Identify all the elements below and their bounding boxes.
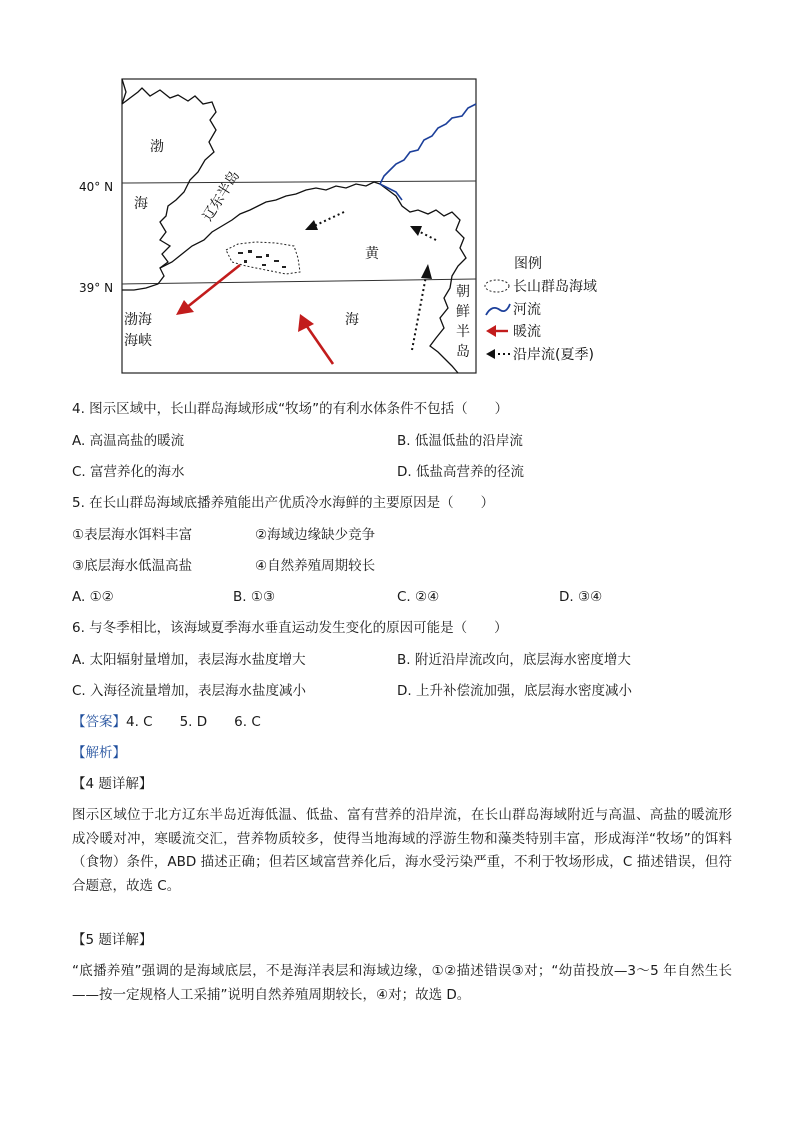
q6-option-b: B. 附近沿岸流改向，底层海水密度增大 — [397, 652, 631, 668]
q4-option-c: C. 富营养化的海水 — [72, 464, 185, 480]
label-bohai: 渤 — [150, 139, 164, 155]
q4-option-a: A. 高温高盐的暖流 — [72, 433, 185, 449]
q6-option-d: D. 上升补偿流加强，底层海水密度减小 — [397, 683, 632, 699]
q5-item-2: ②海域边缘缺少竞争 — [255, 527, 376, 543]
legend-title: 图例 — [514, 256, 542, 272]
analysis-label: 【解析】 — [72, 745, 126, 761]
label-korea-4: 岛 — [456, 344, 470, 360]
svg-text:河流: 河流 — [513, 302, 541, 318]
legend-item-coastal — [486, 346, 594, 363]
liaodong-coastline — [122, 88, 216, 290]
detail-4-body: 图示区域位于北方辽东半岛近海低温、低盐、富有营养的沿岸流，在长山群岛海域附近与高温、高盐的暖流形成冷暖对冲，寒暖流交汇，营养物质较多，使得当地海域的浮游生物和藻类特别丰富，形成海洋“牧场”的饵料（食物）条件，ABD 描述正确；但若区域富营养化后，海水受污染严重，不利于牧场形成，C 描述错误，但符合题意，故选 C。 — [72, 807, 732, 894]
legend-item-warm — [486, 323, 541, 340]
q4-option-d: D. 低盐高营养的径流 — [397, 464, 524, 480]
label-korea-3: 半 — [456, 324, 470, 340]
coastal-current-arrow-3 — [412, 264, 432, 350]
label-hai2: 海 — [345, 312, 359, 328]
detail-5-title: 【5 题详解】 — [72, 932, 153, 948]
q5-item-1: ①表层海水饵料丰富 — [72, 527, 193, 543]
q5-option-d: D. ③④ — [559, 589, 603, 605]
q5-stem: 5. 在长山群岛海域底播养殖能出产优质冷水海鲜的主要原因是（ ） — [72, 495, 495, 511]
dotted-area-icon — [485, 280, 509, 292]
q4-option-b: B. 低温低盐的沿岸流 — [397, 433, 523, 449]
label-korea-2: 鲜 — [456, 304, 470, 320]
label-lat40: 40° N — [79, 180, 114, 194]
coastal-current-arrow-2 — [410, 226, 436, 240]
q5-option-b: B. ①③ — [233, 589, 276, 605]
river-icon — [486, 304, 510, 315]
label-hai: 海 — [134, 196, 148, 212]
svg-text:暖流: 暖流 — [513, 324, 541, 340]
label-strait-2: 海峡 — [124, 333, 152, 349]
warm-current-arrow-north — [298, 314, 333, 364]
warm-current-arrow-west — [176, 265, 240, 315]
q6-stem: 6. 与冬季相比，该海域夏季海水垂直运动发生变化的原因可能是（ ） — [72, 620, 508, 636]
answer-label: 【答案】 — [72, 714, 126, 730]
label-korea-1: 朝 — [456, 284, 470, 300]
yalu-river — [380, 104, 476, 200]
q5-option-a: A. ①② — [72, 589, 114, 605]
latitude-40-line — [122, 181, 476, 183]
q5-option-c: C. ②④ — [397, 589, 440, 605]
q6-option-a: A. 太阳辐射量增加，表层海水盐度增大 — [72, 652, 306, 668]
map-figure — [0, 0, 794, 395]
legend-item-river — [486, 301, 541, 318]
q6-option-c: C. 入海径流量增加，表层海水盐度减小 — [72, 683, 307, 699]
svg-text:长山群岛海域: 长山群岛海域 — [513, 279, 597, 295]
label-strait-1: 渤海 — [124, 312, 152, 328]
q4-stem: 4. 图示区域中，长山群岛海域形成“牧场”的有利水体条件不包括（ ） — [72, 401, 509, 417]
q5-item-4: ④自然养殖周期较长 — [255, 558, 376, 574]
liaodong-east-coastline — [160, 182, 380, 268]
answer-line — [72, 712, 261, 732]
coastal-current-arrow-1 — [305, 212, 344, 230]
changshan-sea-area — [226, 242, 300, 274]
legend-item-area — [485, 279, 597, 295]
latitude-39-line — [122, 279, 476, 284]
detail-4-title: 【4 题详解】 — [72, 776, 153, 792]
q5-item-3: ③底层海水低温高盐 — [72, 558, 193, 574]
label-lat39: 39° N — [79, 281, 114, 295]
label-huang: 黄 — [365, 246, 379, 262]
svg-text:沿岸流(夏季): 沿岸流(夏季) — [513, 347, 594, 363]
korea-coastline — [380, 184, 466, 373]
answer-text: 4. C 5. D 6. C — [126, 714, 261, 730]
detail-5-body: “底播养殖”强调的是海域底层，不是海洋表层和海域边缘，①②描述错误③对；“幼苗投放—3～5 年自然生长——按一定规格人工采捕”说明自然养殖周期较长，④对；故选 D。 — [72, 963, 732, 1003]
label-liaodong: 辽东半岛 — [199, 168, 244, 225]
